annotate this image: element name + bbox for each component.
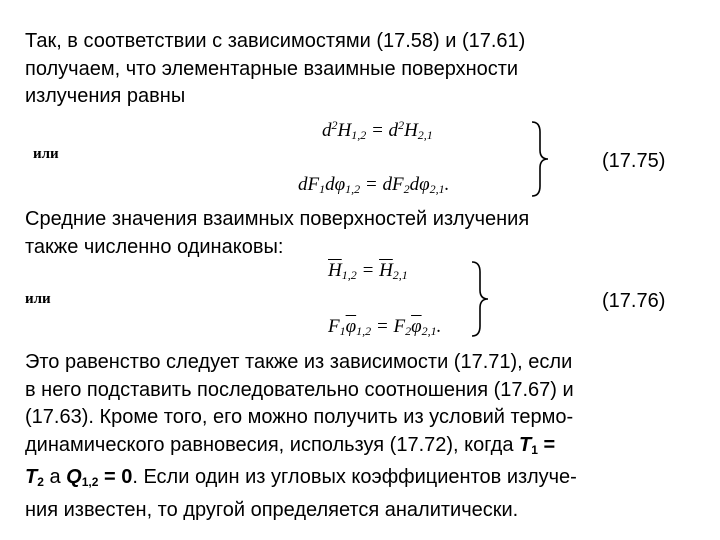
- text-line: Это равенство следует также из зависимости (17.71), если: [25, 351, 573, 373]
- text-line: [25, 464, 697, 497]
- formula-h-bar: $\overline{H}_{1,2} = \overline{H}_{2,1}$: [328, 260, 408, 282]
- text-line: Средние значения взаимных поверхностей излучения: [25, 208, 530, 230]
- symbol-t: T: [25, 466, 38, 488]
- text-line: также численно одинаковы:: [25, 235, 284, 258]
- text-line: излучения равны: [25, 85, 186, 107]
- right-brace: [468, 260, 492, 338]
- equation-number: (17.75): [602, 150, 666, 172]
- right-brace: [528, 120, 552, 198]
- text-fragment: а: [43, 466, 67, 488]
- or-label: или: [33, 146, 59, 162]
- symbol-t: T: [519, 433, 532, 456]
- formula-d2h: $d^2H_{1,2} = d^2H_{2,1}$: [322, 118, 433, 142]
- text-fragment: динамического равновесия, используя (17.72), когда: [25, 433, 519, 456]
- text-line: в него подставить последовательно соотношения (17.67) и: [25, 378, 574, 401]
- formula-f-phi-bar: $F_1\overline{\varphi}_{1,2} = F_2\overline{\varphi}_{2,1}$.: [328, 316, 442, 338]
- paragraph-conclusion: [25, 349, 697, 524]
- symbol-q: Q: [66, 466, 82, 488]
- equals-sign: =: [537, 433, 556, 456]
- formula-df-dphi: $dF_1d\varphi_{1,2} = dF_2d\varphi_{2,1}$.: [298, 174, 450, 196]
- text-line: ния известен, то другой определяется аналитически.: [25, 498, 519, 521]
- text-line: [25, 432, 697, 465]
- text-line: Так, в соответствии с зависимостями (17.58) и (17.61): [25, 30, 526, 52]
- or-label: или: [25, 291, 51, 307]
- paragraph-intro: [25, 28, 697, 111]
- subscript: 1: [531, 442, 538, 457]
- text-line: получаем, что элементарные взаимные поверхности: [25, 57, 519, 80]
- text-line: (17.63). Кроме того, его можно получить из условий термо-: [25, 406, 574, 428]
- equation-number: (17.76): [602, 290, 666, 312]
- equals-zero: = 0: [98, 466, 133, 488]
- subscript: 1,2: [81, 475, 99, 489]
- paragraph-mean-values: [25, 206, 697, 261]
- subscript: 2: [37, 475, 44, 489]
- text-fragment: . Если один из угловых коэффициентов излуче-: [132, 466, 577, 488]
